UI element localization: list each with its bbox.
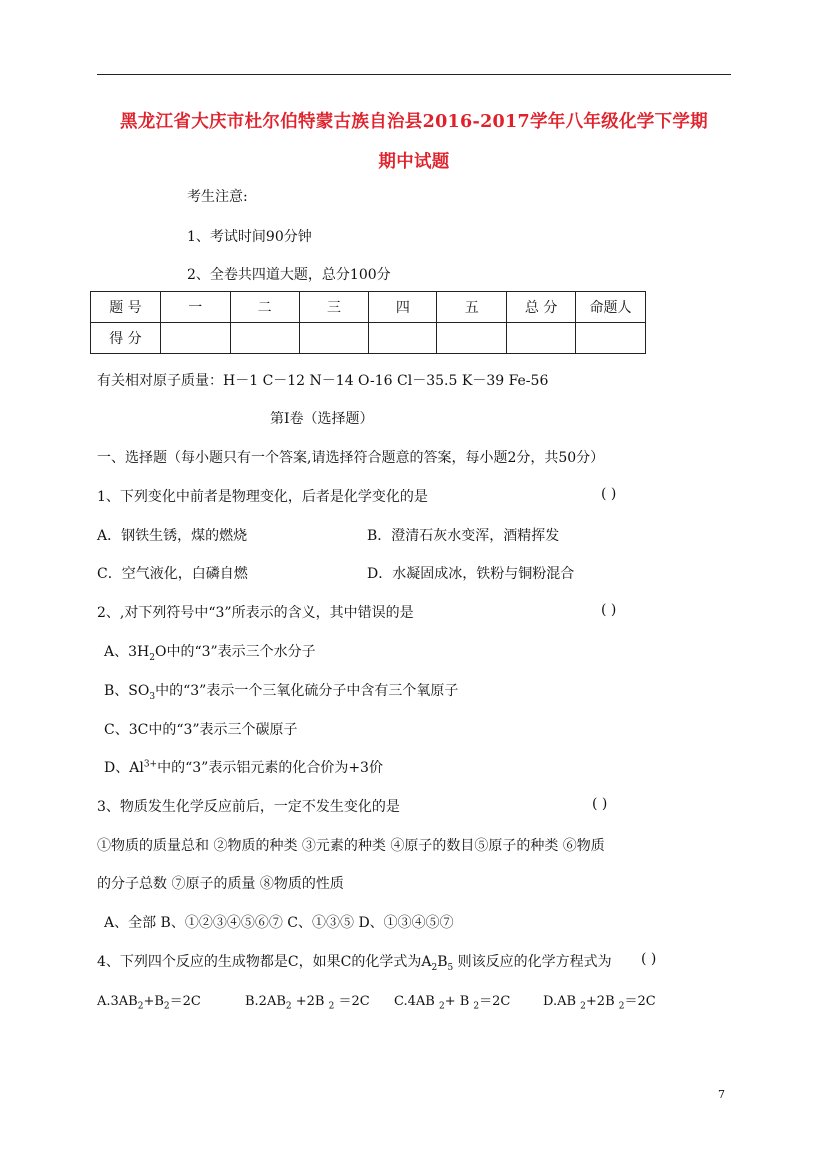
q3-answer-blank[interactable]: ( ) bbox=[592, 796, 608, 812]
score-table-header-cell: 命题人 bbox=[576, 292, 646, 323]
q3-choices: A、全部 B、①②③④⑤⑥⑦ C、①③⑤ D、①③④⑤⑦ bbox=[104, 915, 454, 931]
score-cell[interactable] bbox=[437, 323, 507, 354]
q2-stem: 2、,对下列符号中“3”所表示的含义，其中错误的是 bbox=[97, 605, 414, 621]
score-table-score-row bbox=[91, 323, 646, 354]
score-table-header-row bbox=[91, 292, 646, 323]
header-rule bbox=[97, 74, 731, 75]
q1-answer-blank[interactable]: ( ) bbox=[601, 486, 617, 502]
q1-stem: 1、下列变化中前者是物理变化，后者是化学变化的是 bbox=[97, 489, 428, 505]
q3-statements-line1: ①物质的质量总和 ②物质的种类 ③元素的种类 ④原子的数目⑤原子的种类 ⑥物质 bbox=[97, 838, 605, 854]
q4-option-a: $A.3AB_2+B_2=2C$ bbox=[97, 994, 201, 1012]
score-table-header-cell: 二 bbox=[230, 292, 299, 323]
part1-heading: 一、选择题（每小题只有一个答案,请选择符合题意的答案，每小题2分，共50分） bbox=[97, 450, 605, 466]
q3-statements-line2: 的分子总数 ⑦原子的质量 ⑧物质的性质 bbox=[97, 876, 344, 892]
q4-option-c: C.4AB $_2$+ B $_2$＝2C bbox=[394, 994, 511, 1012]
notice-item-score: 2、全卷共四道大题，总分100分 bbox=[187, 267, 391, 283]
score-table-header-cell: 四 bbox=[369, 292, 437, 323]
score-cell[interactable] bbox=[576, 323, 646, 354]
q1-option-c: C．空气液化，白磷自燃 bbox=[97, 566, 248, 582]
q1-option-d: D．水凝固成冰，铁粉与铜粉混合 bbox=[367, 566, 575, 582]
q2-option-c: C、3C中的“3”表示三个碳原子 bbox=[104, 722, 298, 738]
section-title: 第Ⅰ卷（选择题） bbox=[270, 411, 374, 427]
score-table-header-cell: 一 bbox=[160, 292, 230, 323]
score-cell[interactable] bbox=[230, 323, 299, 354]
atomic-mass-note: 有关相对原子质量：H－1 C－12 N－14 O-16 Cl－35.5 K－39 Fe-56 bbox=[97, 373, 549, 389]
q2-answer-blank[interactable]: ( ) bbox=[601, 602, 617, 618]
q4-stem: 4、下列四个反应的生成物都是C，如果C的化学式为$A_2B_5$ 则该反应的化学方程式为 bbox=[97, 954, 612, 973]
q4-option-b: $B.2AB_2 +2B$ $_2$ ＝2C bbox=[245, 994, 370, 1012]
q1-option-b: B．澄清石灰水变浑，酒精挥发 bbox=[367, 528, 560, 544]
score-table-header-cell: 五 bbox=[437, 292, 507, 323]
score-cell[interactable] bbox=[160, 323, 230, 354]
page-title: 黑龙江省大庆市杜尔伯特蒙古族自治县2016-2017学年八年级化学下学期 bbox=[120, 112, 708, 132]
q2-option-b: B、$SO_3$中的“3”表示一个三氧化硫分子中含有三个氧原子 bbox=[104, 683, 459, 702]
score-cell[interactable] bbox=[299, 323, 369, 354]
page-number: 7 bbox=[718, 1088, 725, 1101]
score-table-header-cell: 三 bbox=[299, 292, 369, 323]
q4-answer-blank[interactable]: ( ) bbox=[641, 951, 657, 967]
q2-option-d: D、$Al^{3+}$中的“3”表示铝元素的化合价为+3价 bbox=[104, 759, 383, 776]
page-title-continued: 期中试题 bbox=[378, 152, 450, 172]
q3-stem: 3、物质发生化学反应前后，一定不发生变化的是 bbox=[97, 799, 400, 815]
score-table-row-label: 得 分 bbox=[91, 323, 161, 354]
q4-option-d: D.AB $_2$+2B $_2$＝2C bbox=[543, 994, 656, 1012]
score-cell[interactable] bbox=[369, 323, 437, 354]
score-table-header-cell: 总 分 bbox=[507, 292, 576, 323]
score-cell[interactable] bbox=[507, 323, 576, 354]
score-table-header-cell: 题 号 bbox=[91, 292, 161, 323]
q1-option-a: A．钢铁生锈，煤的燃烧 bbox=[97, 528, 248, 544]
notice-heading: 考生注意: bbox=[187, 189, 248, 205]
notice-item-time: 1、考试时间90分钟 bbox=[187, 229, 312, 245]
score-table bbox=[90, 291, 646, 354]
q2-option-a: A、$3H_2O$中的“3”表示三个水分子 bbox=[104, 644, 316, 663]
